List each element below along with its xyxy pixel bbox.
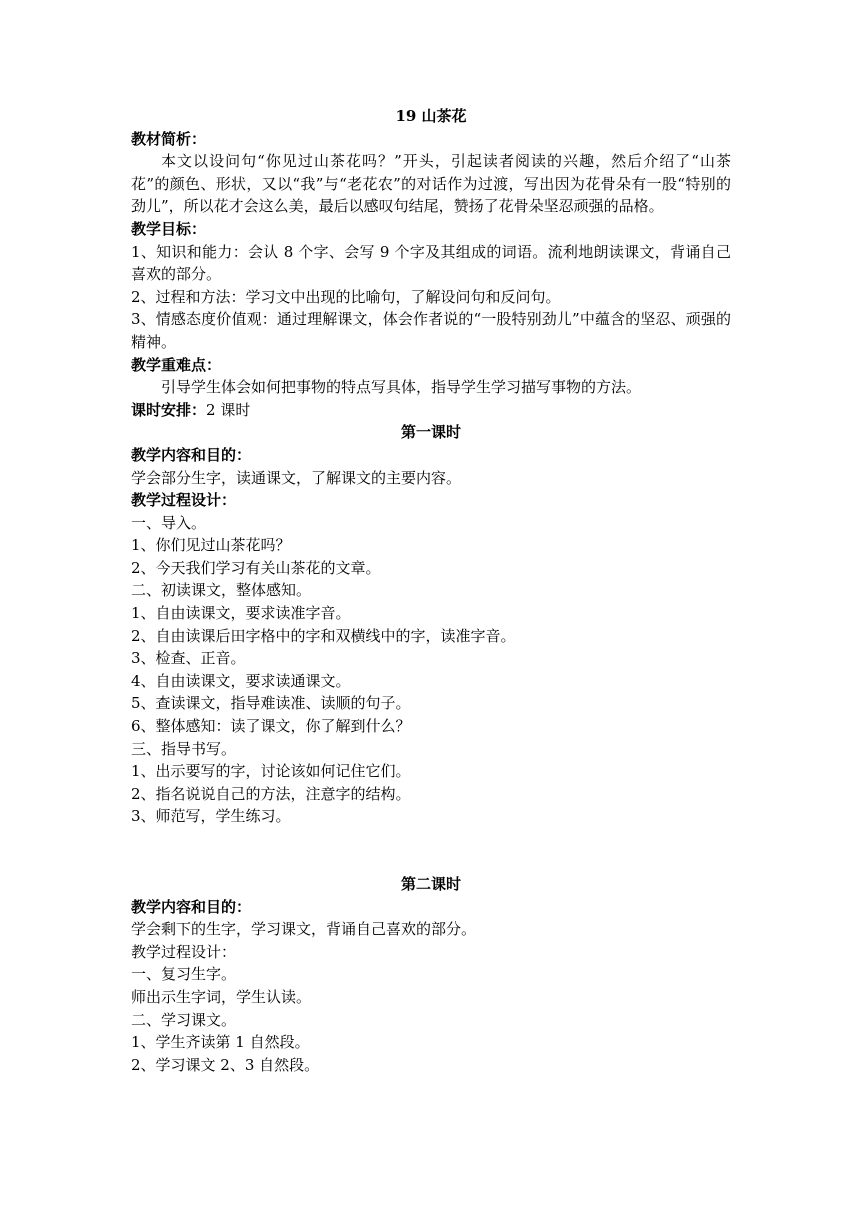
document-page [131,105,731,1076]
lesson2-step: 1、学生齐读第 1 自然段。 [131,1033,310,1052]
lesson1-step: 1、自由读课文，要求读准字音。 [131,604,351,623]
document-title: 19 山茶花 [395,107,467,125]
lesson2-process-heading: 教学过程设计： [131,942,237,961]
analysis-text: 本文以设问句“你见过山茶花吗？”开头，引起读者阅读的兴趣，然后介绍了“山茶花”的颜色、形状，又以“我”与“老花农”的对话作为过渡，写出因为花骨朵有一股“特别的劲儿”，所以花才会这么美，最后以感叹句结尾，赞扬了花骨朵坚忍顽强的品格。 [131,152,731,216]
lesson1-step: 4、自由读课文，要求读通课文。 [131,671,351,690]
lesson1-content-text: 学会部分生字，读通课文，了解课文的主要内容。 [131,468,462,487]
lesson1-step: 1、出示要写的字，讨论该如何记住它们。 [131,762,411,781]
lesson1-step: 3、师范写，学生练习。 [131,807,291,826]
lesson2-step: 师出示生字词，学生认读。 [131,987,312,1006]
lesson1-step: 三、指导书写。 [131,739,237,758]
lesson1-step: 5、查读课文，指导难读准、读顺的句子。 [131,694,411,713]
lesson1-step: 1、你们见过山茶花吗？ [131,536,291,555]
lesson1-content-heading: 教学内容和目的： [131,445,252,464]
lesson2-step: 二、学习课文。 [131,1010,237,1029]
lesson1-step: 一、导入。 [131,513,207,532]
goal-item: 2、过程和方法：学习文中出现的比喻句，了解设问句和反问句。 [131,287,561,306]
section-spacer [131,828,731,873]
lesson2-step: 2、学习课文 2、3 自然段。 [131,1055,320,1074]
lesson2-content-text: 学会剩下的生字，学习课文，背诵自己喜欢的部分。 [131,920,477,939]
goal-item: 3、情感态度价值观：通过理解课文，体会作者说的“一股特别劲儿”中蕴含的坚忍、顽强的精神。 [131,310,731,351]
lesson2-step: 一、复习生字。 [131,965,237,984]
analysis-heading: 教材简析： [131,129,207,148]
goal-item: 1、知识和能力：会认 8 个字、会写 9 个字及其组成的词语。流利地朗读课文，背诵自己喜欢的部分。 [131,242,731,284]
lesson2-content-heading: 教学内容和目的： [131,897,252,916]
lesson1-step: 6、整体感知：读了课文，你了解到什么？ [131,717,411,736]
lesson1-step: 2、指名说说自己的方法，注意字的结构。 [131,784,411,803]
lesson2-title: 第二课时 [400,875,461,893]
schedule-value: 2 课时 [206,400,251,419]
key-points-text: 引导学生体会如何把事物的特点写具体，指导学生学习描写事物的方法。 [161,378,642,397]
lesson1-step: 3、检查、正音。 [131,649,246,668]
lesson1-step: 二、初读课文，整体感知。 [131,581,312,600]
schedule-line [131,399,731,422]
key-points-heading: 教学重难点： [131,355,222,374]
lesson1-step: 2、今天我们学习有关山茶花的文章。 [131,558,381,577]
lesson1-step: 2、自由读课后田字格中的字和双横线中的字，读准字音。 [131,626,516,645]
lesson1-process-heading: 教学过程设计： [131,491,237,510]
lesson1-title: 第一课时 [400,423,461,442]
schedule-label: 课时安排： [131,400,207,419]
goals-heading: 教学目标： [131,219,207,238]
